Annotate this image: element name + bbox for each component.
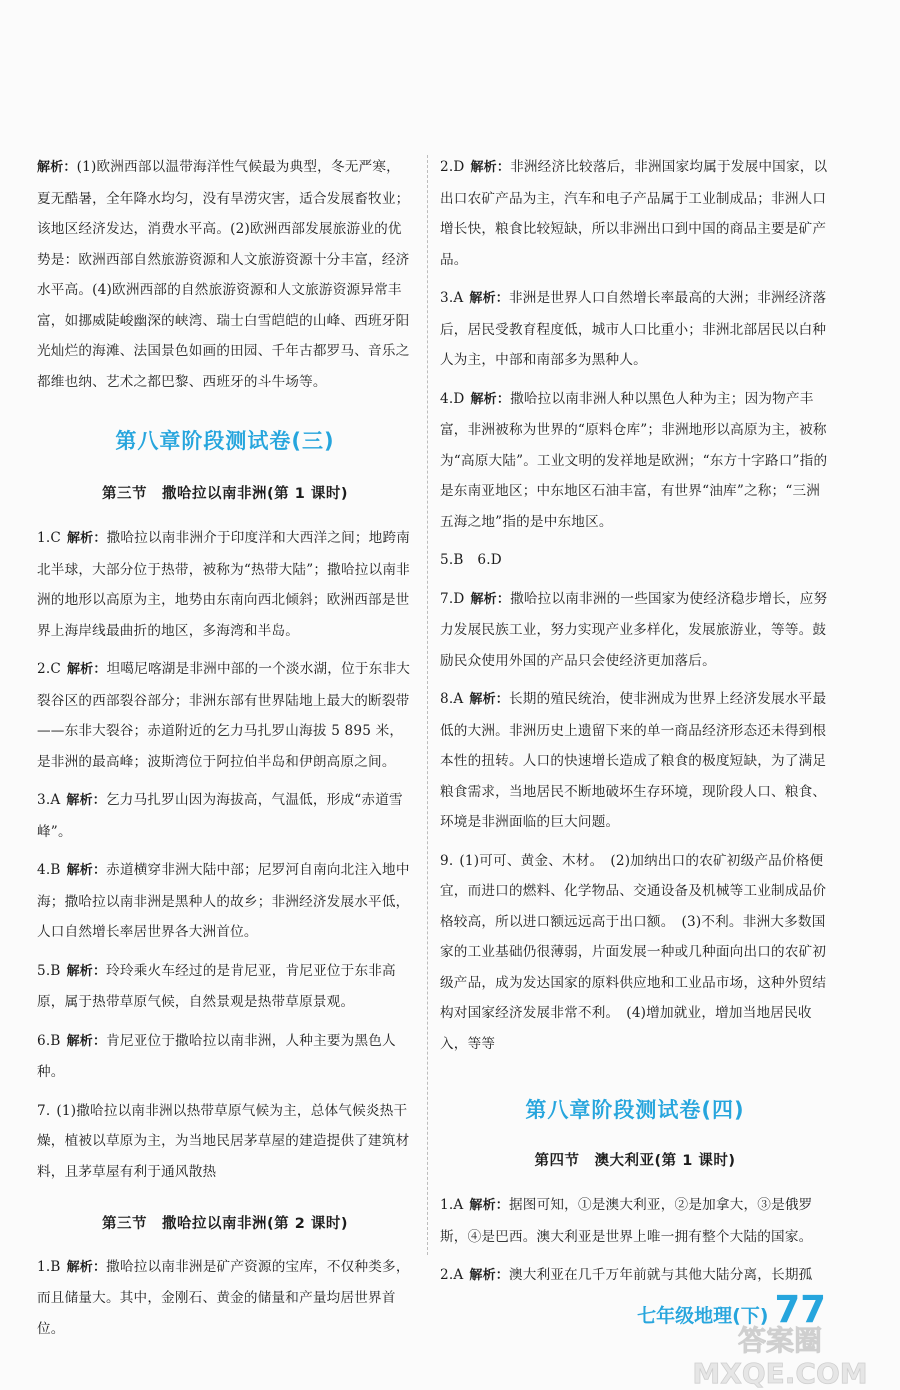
answer-item: [37, 1252, 413, 1345]
section-title-4: 第八章阶段测试卷(四): [525, 1098, 745, 1122]
analysis-label: 解析：: [66, 1033, 107, 1049]
subsection-title-3-1: 第三节 撒哈拉以南非洲(第 1 课时): [102, 485, 348, 502]
answer-number: 7.D: [440, 590, 465, 607]
analysis-label: 解析：: [469, 1198, 509, 1213]
answer-item: [440, 584, 830, 677]
analysis-text: 澳大利亚在几千万年前就与其他大陆分离，长期孤: [509, 1267, 813, 1283]
answer-number: 4.B: [37, 862, 61, 878]
answer-number: 2.A: [440, 1267, 464, 1283]
answer-number: 1.B: [37, 1258, 61, 1275]
analysis-label: 解析：: [37, 160, 77, 175]
analysis-label: 解析：: [66, 963, 107, 979]
page-number: 77: [774, 1288, 826, 1331]
answer-number: 3.A: [440, 290, 464, 306]
answer-item: [37, 1026, 413, 1088]
answer-item: [37, 1096, 413, 1188]
analysis-label: 解析：: [470, 391, 511, 407]
answer-number: 6.B: [37, 1032, 61, 1049]
analysis-text: 乞力马扎罗山因为海拔高，气温低，形成“赤道雪峰”。: [37, 792, 403, 840]
answer-number: 9.: [440, 852, 454, 869]
analysis-label: 解析：: [469, 692, 509, 707]
analysis-label: 解析：: [469, 1268, 509, 1283]
analysis-text: (1)欧洲西部以温带海洋性气候最为典型，冬无严寒，夏无酷暑，全年降水均匀，没有旱涝灾害，适合发展畜牧业；该地区经济发达，消费水平高。(2)欧洲西部发展旅游业的优势是：欧洲西部自然旅游资源和人文旅游资源十分丰富，经济水平高。(4)欧洲西部的自然旅游资源和人文旅游资源异常丰富，如挪威陡峻幽深的峡湾、瑞士白雪皑皑的山峰、西班牙阳光灿烂的海滩、法国景色如画的田园、千年古都罗马、音乐之都维也纳、艺术之都巴黎、西班牙的斗牛场等。: [37, 159, 410, 390]
analysis-text: 撒哈拉以南非洲的一些国家为使经济稳步增长，应努力发展民族工业，努力实现产业多样化，发展旅游业，等等。鼓励民众使用外国的产品只会使经济更加落后。: [440, 590, 828, 669]
analysis-label: 解析：: [469, 291, 509, 306]
answer-number: 7.: [37, 1102, 51, 1119]
watermark-logo: [680, 1320, 880, 1390]
analysis-text: 赤道横穿非洲大陆中部；尼罗河自南向北注入地中海；撒哈拉以南非洲是黑种人的故乡；非洲经济发展水平低，人口自然增长率居世界各大洲首位。: [37, 862, 410, 940]
analysis-text: 撒哈拉以南非洲介于印度洋和大西洋之间；地跨南北半球，大部分位于热带，被称为“热带大陆”；撒哈拉以南非洲的地形以高原为主，地势由东南向西北倾斜；欧洲西部是世界上海岸线最曲折的地区，多海湾和半岛。: [37, 530, 411, 639]
answer-number: 5.B: [37, 962, 61, 979]
analysis-text: 撒哈拉以南非洲人种以黑色人种为主；因为物产丰富，非洲被称为世界的“原料仓库”；非洲地形以高原为主，被称为“高原大陆”。工业文明的发祥地是欧洲；“东方十字路口”指的是东南亚地区；中东地区石油丰富，有世界“油库”之称；“三洲五海之地”指的是中东地区。: [440, 390, 828, 530]
column-divider: [427, 155, 428, 1255]
analysis-text: 玲玲乘火车经过的是肯尼亚，肯尼亚位于东非高原，属于热带草原气候，自然景观是热带草原景观。: [37, 962, 396, 1010]
answer-list-4-1: [440, 1190, 830, 1292]
answer-number: 1.C: [37, 530, 61, 546]
analysis-label: 解析：: [66, 863, 107, 878]
analysis-label: 解析：: [66, 1259, 107, 1275]
answer-item: [37, 523, 413, 646]
subsection-title-3-2: 第三节 撒哈拉以南非洲(第 2 课时): [102, 1216, 348, 1232]
analysis-text: 肯尼亚位于撒哈拉以南非洲，人种主要为黑色人种。: [37, 1032, 396, 1080]
analysis-text: 坦噶尼喀湖是非洲中部的一个淡水湖，位于东非大裂谷区的西部裂谷部分；非洲东部有世界陆地上最大的断裂带——东非大裂谷；赤道附近的乞力马扎罗山海拔 5 895 米，是非洲的最高峰；波斯湾位于阿拉伯半岛和伊朗高原之间。: [37, 661, 411, 770]
analysis-label: 解析：: [470, 160, 511, 175]
intro-answer: [37, 152, 413, 397]
analysis-text: 非洲经济比较落后，非洲国家均属于发展中国家，以出口农矿产品为主，汽车和电子产品属于工业制成品；非洲人口增长快，粮食比较短缺，所以非洲出口到中国的商品主要是矿产品。: [440, 159, 828, 268]
svg-text:MXQE.COM: MXQE.COM: [692, 1357, 868, 1390]
answer-item: [37, 654, 413, 777]
analysis-text: 长期的殖民统治，使非洲成为世界上经济发展水平最低的大洲。非洲历史上遗留下来的单一商品经济形态还未得到根本性的扭转。人口的快速增长造成了粮食的极度短缺，为了满足粮食需求，当地居民不断地破坏生存环境，现阶段人口、粮食、环境是非洲面临的巨大问题。: [440, 691, 827, 830]
answer-number: 5.B 6.D: [440, 552, 502, 568]
answer-number: 2.C: [37, 661, 61, 677]
answer-item: [440, 846, 830, 1060]
svg-text:答案圈: 答案圈: [737, 1324, 823, 1357]
answer-item: [440, 684, 830, 838]
right-column: [440, 152, 830, 1300]
answer-item: [37, 956, 413, 1018]
analysis-label: 解析：: [66, 531, 107, 546]
answer-item: [440, 384, 830, 538]
answer-item: [440, 283, 830, 376]
answer-item: [37, 855, 413, 948]
analysis-label: 解析：: [66, 793, 106, 808]
answer-item: [37, 785, 413, 847]
answer-item: [440, 1260, 830, 1292]
analysis-label: 解析：: [66, 662, 107, 677]
answer-number: 3.A: [37, 792, 61, 808]
left-column: [37, 152, 413, 1352]
answer-number: 1.A: [440, 1197, 464, 1213]
analysis-text: (1)可可、黄金、木材。 (2)加纳出口的农矿初级产品价格便宜，而进口的燃料、化学物品、交通设备及机械等工业制成品价格较高，所以进口额远远高于出口额。 (3)不利。非洲大多数国家的工业基础仍很薄弱，片面发展一种或几种面向出口的农矿初级产品，成为发达国家的原料供应地和工业品市场，这种外贸结构对国家经济发展非常不利。 (4)增加就业，增加当地居民收入，等等: [440, 852, 827, 1052]
analysis-text: 撒哈拉以南非洲是矿产资源的宝库，不仅种类多，而且储量大。其中，金刚石、黄金的储量和产量均居世界首位。: [37, 1258, 410, 1337]
answer-item: [440, 545, 830, 576]
answer-list-3-2: [37, 1252, 413, 1345]
analysis-label: 解析：: [470, 591, 511, 607]
answer-number: 4.D: [440, 390, 465, 407]
section-title-3: 第八章阶段测试卷(三): [115, 429, 335, 453]
answer-list-3-1: [37, 523, 413, 1187]
analysis-text: 据图可知，①是澳大利亚，②是加拿大，③是俄罗斯，④是巴西。澳大利亚是世界上唯一拥有整个大陆的国家。: [440, 1197, 813, 1245]
grade-label: 七年级地理(下): [637, 1305, 769, 1327]
answer-number: 2.D: [440, 159, 465, 175]
subsection-title-4-1: 第四节 澳大利亚(第 1 课时): [534, 1152, 736, 1169]
answer-number: 8.A: [440, 691, 464, 707]
analysis-text: 非洲是世界人口自然增长率最高的大洲；非洲经济落后，居民受教育程度低，城市人口比重小；非洲北部居民以白种人为主，中部和南部多为黑种人。: [440, 290, 827, 368]
answer-list-3-1-continued: [440, 152, 830, 1059]
answer-item: [440, 152, 830, 275]
answer-item: [440, 1190, 830, 1252]
analysis-text: (1)撒哈拉以南非洲以热带草原气候为主，总体气候炎热干燥，植被以草原为主，为当地民居茅草屋的建造提供了建筑材料，且茅草屋有利于通风散热: [37, 1102, 410, 1180]
